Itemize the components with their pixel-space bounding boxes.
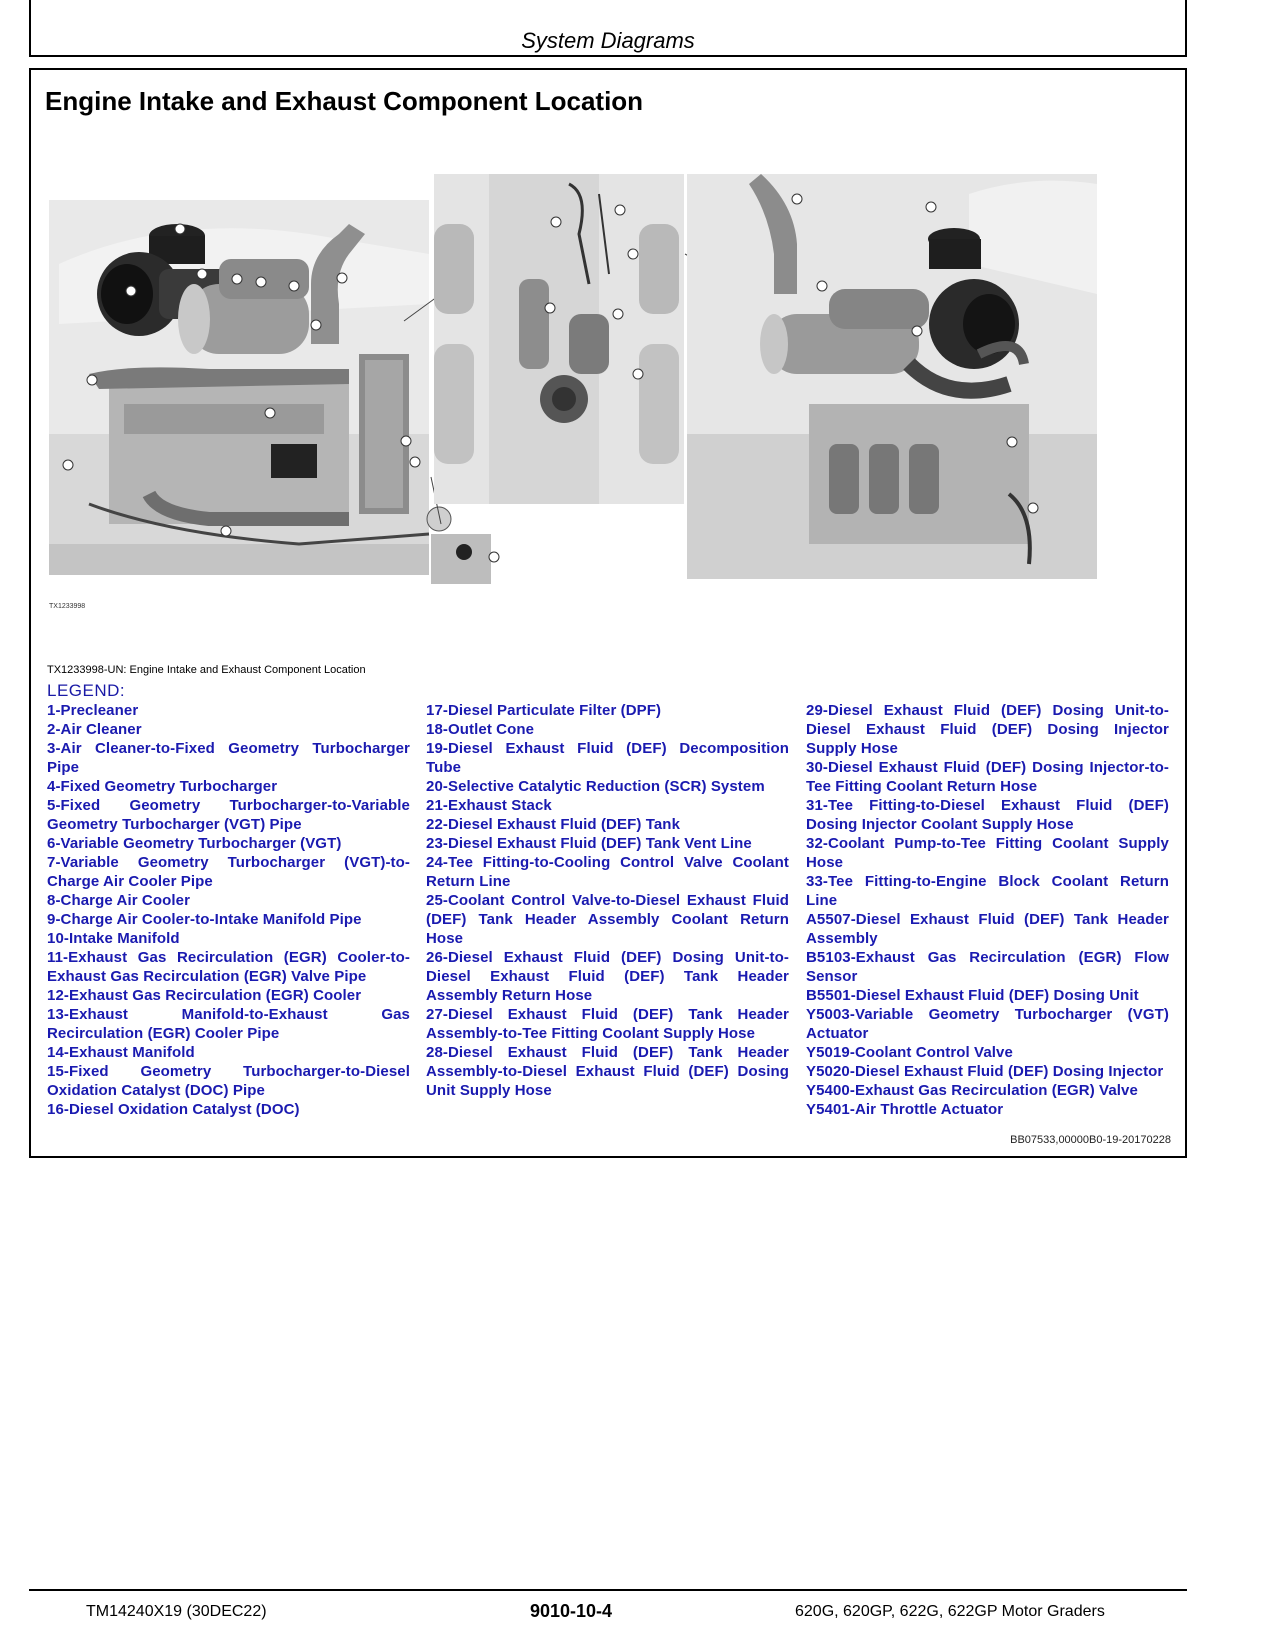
legend-item: Y5003-Variable Geometry Turbocharger (VGT) Actuator [806,1006,1169,1042]
legend-item: Y5401-Air Throttle Actuator [806,1101,1004,1118]
footer-models: 620G, 620GP, 622G, 622GP Motor Graders [795,1603,1105,1620]
legend-item: 23-Diesel Exhaust Fluid (DEF) Tank Vent Line [426,835,752,852]
legend-item: B5501-Diesel Exhaust Fluid (DEF) Dosing Unit [806,987,1139,1004]
legend-item: 1-Precleaner [47,702,139,719]
legend-title: LEGEND: [47,681,126,700]
figure-code: TX1233998 [49,603,86,610]
legend-item: 25-Coolant Control Valve-to-Diesel Exhaust Fluid (DEF) Tank Header Assembly Coolant Return Hose [426,892,789,947]
legend-item: B5103-Exhaust Gas Recirculation (EGR) Flow Sensor [806,949,1169,985]
legend-item: Y5019-Coolant Control Valve [806,1044,1013,1061]
footer-rule [29,1589,1187,1591]
legend-item: 7-Variable Geometry Turbocharger (VGT)-to-Charge Air Cooler Pipe [47,854,410,890]
legend-item: 12-Exhaust Gas Recirculation (EGR) Cooler [47,987,362,1004]
legend-item: 32-Coolant Pump-to-Tee Fitting Coolant Supply Hose [806,835,1169,871]
header-title: System Diagrams [521,28,695,53]
component-location-figure [49,174,1159,684]
legend-column-3 [806,701,1169,1119]
section-title: Engine Intake and Exhaust Component Location [45,86,644,116]
legend-item: 28-Diesel Exhaust Fluid (DEF) Tank Header Assembly-to-Diesel Exhaust Fluid (DEF) Dosing Unit Supply Hose [426,1044,789,1099]
legend-item: 29-Diesel Exhaust Fluid (DEF) Dosing Unit-to-Diesel Exhaust Fluid (DEF) Dosing Injector Supply Hose [806,702,1169,757]
legend-item: 16-Diesel Oxidation Catalyst (DOC) [47,1101,300,1118]
legend-item: 11-Exhaust Gas Recirculation (EGR) Cooler-to-Exhaust Gas Recirculation (EGR) Valve Pipe [47,949,410,985]
left-engine-view [49,200,491,584]
legend-item: 30-Diesel Exhaust Fluid (DEF) Dosing Injector-to-Tee Fitting Coolant Return Hose [806,759,1169,795]
legend-item: 8-Charge Air Cooler [47,892,191,909]
legend-item: 24-Tee Fitting-to-Cooling Control Valve Coolant Return Line [426,854,789,890]
legend-item: 31-Tee Fitting-to-Diesel Exhaust Fluid (DEF) Dosing Injector Coolant Supply Hose [806,797,1169,833]
legend-item: 22-Diesel Exhaust Fluid (DEF) Tank [426,816,681,833]
legend-item: 10-Intake Manifold [47,930,180,947]
footer-page-number: 9010-10-4 [530,1601,613,1621]
legend-item: 26-Diesel Exhaust Fluid (DEF) Dosing Unit-to-Diesel Exhaust Fluid (DEF) Tank Header Assembly Return Hose [426,949,789,1004]
legend-item: 21-Exhaust Stack [426,797,552,814]
page-header [29,0,1187,57]
legend-item: 15-Fixed Geometry Turbocharger-to-Diesel Oxidation Catalyst (DOC) Pipe [47,1063,410,1099]
document-reference: BB07533,00000B0-19-20170228 [1010,1134,1171,1146]
right-engine-view [687,174,1097,579]
engine-illustration [49,174,1159,684]
legend-item: 33-Tee Fitting-to-Engine Block Coolant Return Line [806,873,1169,909]
main-section [29,68,1187,1158]
legend-column-2 [426,701,789,1100]
legend-item: 19-Diesel Exhaust Fluid (DEF) Decomposition Tube [426,740,789,776]
legend-column-1 [47,701,410,1119]
legend-item: A5507-Diesel Exhaust Fluid (DEF) Tank Header Assembly [806,911,1169,947]
legend-item: 27-Diesel Exhaust Fluid (DEF) Tank Header Assembly-to-Tee Fitting Coolant Supply Hose [426,1006,789,1042]
figure-caption: TX1233998-UN: Engine Intake and Exhaust Component Location [47,664,366,676]
legend-item: 6-Variable Geometry Turbocharger (VGT) [47,835,342,852]
legend-item: 20-Selective Catalytic Reduction (SCR) System [426,778,765,795]
legend-item: 17-Diesel Particulate Filter (DPF) [426,702,662,719]
legend-item: 3-Air Cleaner-to-Fixed Geometry Turbocharger Pipe [47,740,410,776]
legend-item: Y5020-Diesel Exhaust Fluid (DEF) Dosing Injector [806,1063,1164,1080]
legend-item: 18-Outlet Cone [426,721,535,738]
legend-item: Y5400-Exhaust Gas Recirculation (EGR) Valve [806,1082,1138,1099]
legend-item: 2-Air Cleaner [47,721,142,738]
legend-item: 9-Charge Air Cooler-to-Intake Manifold Pipe [47,911,362,928]
footer-manual-id: TM14240X19 (30DEC22) [86,1603,267,1620]
legend-item: 13-Exhaust Manifold-to-Exhaust Gas Recirculation (EGR) Cooler Pipe [47,1006,410,1042]
legend-item: 5-Fixed Geometry Turbocharger-to-Variable Geometry Turbocharger (VGT) Pipe [47,797,410,833]
legend-item: 14-Exhaust Manifold [47,1044,195,1061]
legend-item: 4-Fixed Geometry Turbocharger [47,778,278,795]
